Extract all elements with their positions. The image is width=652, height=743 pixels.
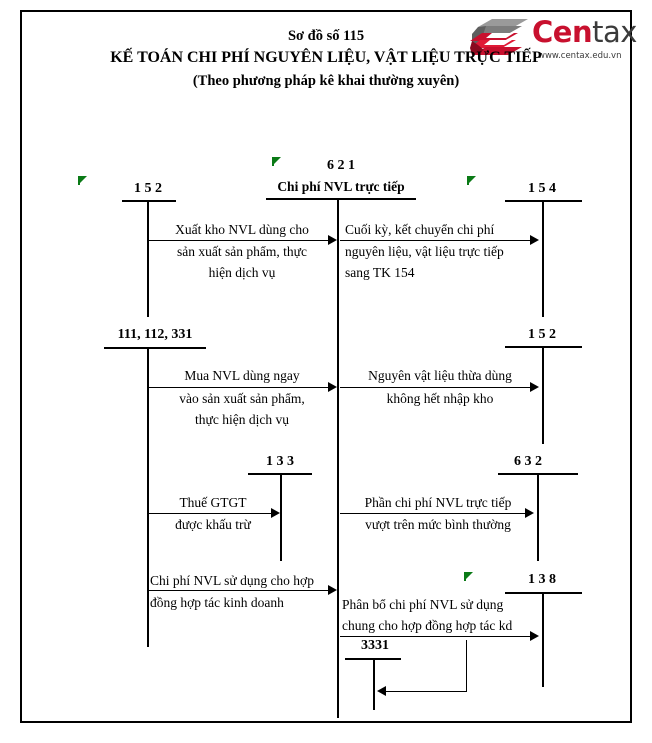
account-stem-3331 bbox=[373, 658, 375, 710]
diagram-number: Sơ đồ số 115 bbox=[287, 28, 365, 44]
flow-text-7-line2: đồng hợp tác kinh doanh bbox=[150, 595, 284, 610]
account-label-138: 1 3 8 bbox=[528, 572, 556, 587]
account-label-152-left: 1 5 2 bbox=[134, 181, 162, 196]
flow-text-2-line2: nguyên liệu, vật liệu trực tiếp bbox=[345, 244, 504, 259]
flow-text-8-line2: chung cho hợp đồng hợp tác kd bbox=[342, 618, 513, 633]
account-stem-138 bbox=[542, 592, 544, 687]
flow-text-1-line1: Xuất kho NVL dùng cho bbox=[175, 222, 309, 237]
account-label-632: 6 3 2 bbox=[514, 454, 542, 469]
flow-arrowhead-7 bbox=[328, 585, 337, 595]
flow-return-vertical-9 bbox=[466, 640, 467, 692]
account-label-111-112-331: 111, 112, 331 bbox=[117, 327, 193, 342]
flow-arrowhead-2 bbox=[530, 235, 539, 245]
logo-text-tax: tax bbox=[592, 15, 637, 49]
flow-text-8-line1: Phân bổ chi phí NVL sử dụng bbox=[342, 597, 504, 612]
green-flag-icon bbox=[467, 176, 476, 185]
logo-url: www.centax.edu.vn bbox=[538, 51, 622, 61]
account-stem-152-right bbox=[542, 346, 544, 444]
flow-arrow-line-8 bbox=[340, 636, 532, 637]
flow-text-1-line2: sản xuất sản phẩm, thực bbox=[177, 244, 307, 259]
flow-text-6-line2: vượt trên mức bình thường bbox=[365, 517, 511, 532]
flow-text-2-line1: Cuối kỳ, kết chuyển chi phí bbox=[345, 222, 495, 237]
account-stem-632 bbox=[537, 473, 539, 561]
flow-text-1-line3: hiện dịch vụ bbox=[208, 265, 276, 280]
green-flag-icon bbox=[464, 572, 473, 581]
account-bar-621 bbox=[266, 198, 416, 200]
flow-text-3-line3: thực hiện dịch vụ bbox=[195, 412, 289, 427]
account-stem-621 bbox=[337, 198, 339, 718]
flow-text-3-line1: Mua NVL dùng ngay bbox=[184, 368, 300, 383]
flow-arrow-line-7 bbox=[148, 590, 330, 591]
flow-text-4-line1: Nguyên vật liệu thừa dùng bbox=[368, 368, 512, 383]
account-name-621: Chi phí NVL trực tiếp bbox=[277, 179, 405, 194]
flow-text-6-line1: Phần chi phí NVL trực tiếp bbox=[364, 495, 512, 510]
account-stem-154 bbox=[542, 200, 544, 317]
flow-text-4-line2: không hết nhập kho bbox=[386, 391, 494, 406]
account-label-154: 1 5 4 bbox=[528, 181, 556, 196]
flow-return-line-9 bbox=[385, 691, 467, 692]
account-label-621: 6 2 1 bbox=[327, 158, 355, 173]
account-stem-133 bbox=[280, 473, 282, 561]
flow-arrowhead-9 bbox=[377, 686, 386, 696]
header-titles bbox=[20, 26, 632, 92]
flow-arrowhead-8 bbox=[530, 631, 539, 641]
flow-text-5-line2: được khấu trừ bbox=[175, 517, 251, 532]
flow-text-3-line2: vào sản xuất sản phẩm, bbox=[179, 391, 305, 406]
account-label-152-right: 1 5 2 bbox=[528, 327, 556, 342]
account-label-133: 1 3 3 bbox=[266, 454, 294, 469]
page-subtitle: (Theo phương pháp kê khai thường xuyên) bbox=[192, 73, 460, 89]
flow-text-2-line3: sang TK 154 bbox=[345, 265, 415, 280]
account-bar-111-112-331 bbox=[104, 347, 206, 349]
logo-text-cen: Cen bbox=[532, 15, 593, 49]
account-label-3331: 3331 bbox=[361, 638, 389, 653]
page-title: KẾ TOÁN CHI PHÍ NGUYÊN LIỆU, VẬT LIỆU TRỰC TIẾP bbox=[110, 49, 542, 66]
account-bar-152-left bbox=[122, 200, 176, 202]
flow-text-7-line1: Chi phí NVL sử dụng cho hợp bbox=[150, 573, 314, 588]
green-flag-icon bbox=[78, 176, 87, 185]
flow-text-5-line1: Thuế GTGT bbox=[179, 495, 247, 510]
